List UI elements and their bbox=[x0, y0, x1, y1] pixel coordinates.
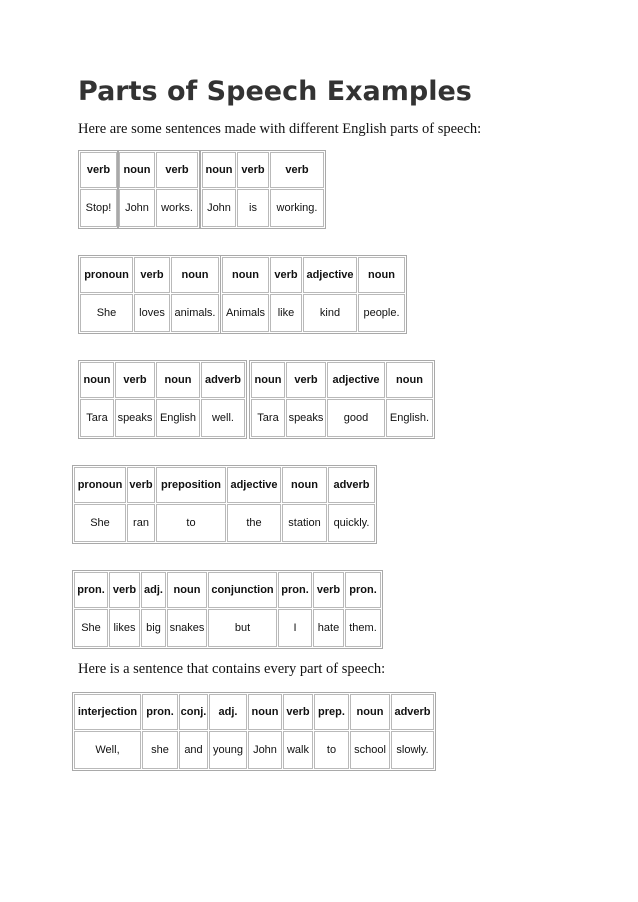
sentence-table-3 bbox=[200, 150, 326, 229]
part-of-speech-row bbox=[74, 694, 434, 730]
sentence-table-10 bbox=[72, 692, 436, 771]
word-cell: big bbox=[141, 609, 166, 647]
part-of-speech-cell: adverb bbox=[391, 694, 434, 730]
part-of-speech-cell: pronoun bbox=[80, 257, 133, 293]
word-cell: John bbox=[202, 189, 236, 227]
word-row bbox=[74, 504, 375, 542]
sentence-table-9 bbox=[72, 570, 383, 649]
word-cell: snakes bbox=[167, 609, 207, 647]
word-cell: She bbox=[74, 504, 126, 542]
part-of-speech-row bbox=[74, 572, 381, 608]
sentence-table-2 bbox=[117, 150, 200, 229]
word-row bbox=[222, 294, 405, 332]
part-of-speech-cell: prep. bbox=[314, 694, 349, 730]
word-cell: Tara bbox=[80, 399, 114, 437]
word-cell: she bbox=[142, 731, 178, 769]
word-row bbox=[119, 189, 198, 227]
sentence-table-7 bbox=[249, 360, 435, 439]
word-row bbox=[80, 294, 219, 332]
word-cell: English bbox=[156, 399, 200, 437]
word-cell: kind bbox=[303, 294, 357, 332]
word-row bbox=[80, 189, 117, 227]
word-row bbox=[251, 399, 433, 437]
part-of-speech-row bbox=[222, 257, 405, 293]
word-cell: John bbox=[119, 189, 155, 227]
part-of-speech-cell: verb bbox=[283, 694, 313, 730]
part-of-speech-cell: verb bbox=[237, 152, 269, 188]
part-of-speech-cell: verb bbox=[156, 152, 198, 188]
part-of-speech-cell: noun bbox=[248, 694, 282, 730]
word-cell: quickly. bbox=[328, 504, 375, 542]
word-cell: animals. bbox=[171, 294, 219, 332]
part-of-speech-cell: verb bbox=[127, 467, 155, 503]
word-cell: well. bbox=[201, 399, 245, 437]
part-of-speech-cell: conj. bbox=[179, 694, 208, 730]
part-of-speech-cell: noun bbox=[80, 362, 114, 398]
part-of-speech-row bbox=[80, 257, 219, 293]
part-of-speech-row bbox=[119, 152, 198, 188]
word-cell: working. bbox=[270, 189, 324, 227]
word-cell: Tara bbox=[251, 399, 285, 437]
part-of-speech-cell: verb bbox=[109, 572, 140, 608]
word-cell: speaks bbox=[286, 399, 326, 437]
word-cell: to bbox=[314, 731, 349, 769]
part-of-speech-cell: noun bbox=[251, 362, 285, 398]
word-cell: Stop! bbox=[80, 189, 117, 227]
word-cell: them. bbox=[345, 609, 381, 647]
word-cell: slowly. bbox=[391, 731, 434, 769]
sentence-table-4 bbox=[78, 255, 221, 334]
sentence-table-1 bbox=[78, 150, 119, 229]
word-cell: and bbox=[179, 731, 208, 769]
sentence-table-5 bbox=[220, 255, 407, 334]
word-cell: She bbox=[74, 609, 108, 647]
sentence-table-6 bbox=[78, 360, 247, 439]
word-cell: the bbox=[227, 504, 281, 542]
part-of-speech-row bbox=[80, 152, 117, 188]
part-of-speech-cell: noun bbox=[202, 152, 236, 188]
part-of-speech-cell: adj. bbox=[141, 572, 166, 608]
word-cell: I bbox=[278, 609, 312, 647]
part-of-speech-cell: noun bbox=[156, 362, 200, 398]
word-row bbox=[74, 731, 434, 769]
word-row bbox=[80, 399, 245, 437]
word-cell: like bbox=[270, 294, 302, 332]
part-of-speech-row bbox=[74, 467, 375, 503]
word-cell: is bbox=[237, 189, 269, 227]
part-of-speech-cell: verb bbox=[134, 257, 170, 293]
word-cell: English. bbox=[386, 399, 433, 437]
part-of-speech-row bbox=[202, 152, 324, 188]
part-of-speech-cell: verb bbox=[270, 152, 324, 188]
word-cell: likes bbox=[109, 609, 140, 647]
every-part-intro-text: Here is a sentence that contains every part of speech: bbox=[78, 661, 386, 677]
part-of-speech-cell: adjective bbox=[327, 362, 385, 398]
part-of-speech-row bbox=[251, 362, 433, 398]
word-cell: walk bbox=[283, 731, 313, 769]
part-of-speech-cell: preposition bbox=[156, 467, 226, 503]
part-of-speech-cell: noun bbox=[350, 694, 390, 730]
word-cell: hate bbox=[313, 609, 344, 647]
part-of-speech-cell: noun bbox=[167, 572, 207, 608]
part-of-speech-cell: verb bbox=[286, 362, 326, 398]
part-of-speech-cell: verb bbox=[313, 572, 344, 608]
part-of-speech-cell: noun bbox=[171, 257, 219, 293]
part-of-speech-cell: pron. bbox=[74, 572, 108, 608]
part-of-speech-cell: pron. bbox=[278, 572, 312, 608]
word-cell: Well, bbox=[74, 731, 141, 769]
word-cell: good bbox=[327, 399, 385, 437]
part-of-speech-cell: adj. bbox=[209, 694, 247, 730]
sentence-table-8 bbox=[72, 465, 377, 544]
part-of-speech-cell: pronoun bbox=[74, 467, 126, 503]
word-cell: speaks bbox=[115, 399, 155, 437]
word-cell: people. bbox=[358, 294, 405, 332]
part-of-speech-cell: verb bbox=[80, 152, 117, 188]
part-of-speech-cell: adjective bbox=[227, 467, 281, 503]
word-cell: John bbox=[248, 731, 282, 769]
part-of-speech-cell: noun bbox=[386, 362, 433, 398]
part-of-speech-cell: adverb bbox=[328, 467, 375, 503]
word-cell: ran bbox=[127, 504, 155, 542]
part-of-speech-cell: interjection bbox=[74, 694, 141, 730]
page-title: Parts of Speech Examples bbox=[78, 76, 472, 107]
word-row bbox=[74, 609, 381, 647]
word-cell: She bbox=[80, 294, 133, 332]
word-cell: loves bbox=[134, 294, 170, 332]
part-of-speech-cell: pron. bbox=[345, 572, 381, 608]
word-cell: Animals bbox=[222, 294, 269, 332]
part-of-speech-cell: adjective bbox=[303, 257, 357, 293]
part-of-speech-cell: pron. bbox=[142, 694, 178, 730]
word-cell: young bbox=[209, 731, 247, 769]
word-cell: station bbox=[282, 504, 327, 542]
word-cell: works. bbox=[156, 189, 198, 227]
word-cell: but bbox=[208, 609, 277, 647]
part-of-speech-cell: noun bbox=[222, 257, 269, 293]
part-of-speech-cell: conjunction bbox=[208, 572, 277, 608]
word-cell: to bbox=[156, 504, 226, 542]
intro-text: Here are some sentences made with different English parts of speech: bbox=[78, 121, 482, 137]
part-of-speech-cell: verb bbox=[115, 362, 155, 398]
part-of-speech-row bbox=[80, 362, 245, 398]
word-row bbox=[202, 189, 324, 227]
part-of-speech-cell: noun bbox=[119, 152, 155, 188]
part-of-speech-cell: noun bbox=[282, 467, 327, 503]
part-of-speech-cell: adverb bbox=[201, 362, 245, 398]
word-cell: school bbox=[350, 731, 390, 769]
part-of-speech-cell: noun bbox=[358, 257, 405, 293]
part-of-speech-cell: verb bbox=[270, 257, 302, 293]
